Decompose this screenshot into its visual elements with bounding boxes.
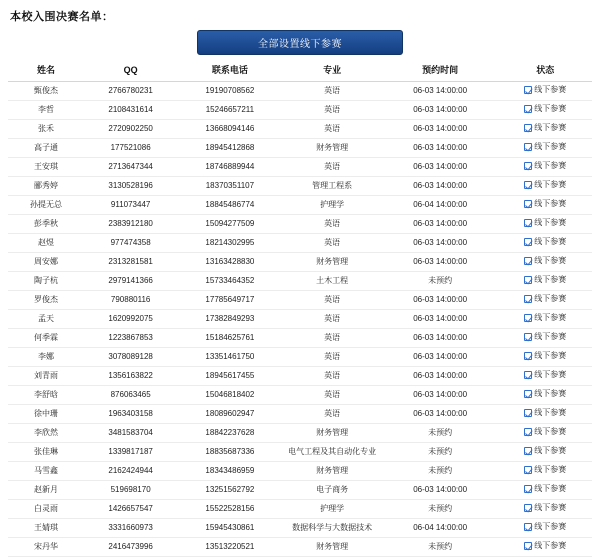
- student-qq: 2720902250: [84, 120, 177, 139]
- student-major: 管理工程系: [282, 177, 381, 196]
- student-qq: 519698170: [84, 481, 177, 500]
- table-row: [8, 291, 592, 310]
- student-major: 财务管理: [282, 462, 381, 481]
- student-name: 彭季秋: [8, 215, 84, 234]
- student-major: 英语: [282, 405, 381, 424]
- student-name: 李哲: [8, 101, 84, 120]
- appointment-time: 未预约: [382, 424, 499, 443]
- status-label: 线下参赛: [534, 503, 567, 512]
- offline-participation-checkbox[interactable]: [524, 466, 532, 474]
- student-major: 财务管理: [282, 253, 381, 272]
- student-major: 英语: [282, 215, 381, 234]
- student-qq: 177521086: [84, 139, 177, 158]
- status-toggle[interactable]: [524, 522, 566, 532]
- student-qq: 911073447: [84, 196, 177, 215]
- status-toggle[interactable]: [524, 142, 566, 152]
- appointment-time: 06-03 14:00:00: [382, 310, 499, 329]
- status-label: 线下参赛: [534, 522, 567, 531]
- student-major: 英语: [282, 234, 381, 253]
- student-qq: 3078089128: [84, 348, 177, 367]
- status-label: 线下参赛: [534, 123, 567, 132]
- table-row: [8, 234, 592, 253]
- status-cell[interactable]: [499, 405, 592, 424]
- table-row: [8, 158, 592, 177]
- appointment-time: 06-03 14:00:00: [382, 177, 499, 196]
- page-title: 本校入围决赛名单：: [10, 11, 114, 23]
- table-row: [8, 500, 592, 519]
- offline-participation-checkbox[interactable]: [524, 542, 532, 550]
- table-row: [8, 538, 592, 557]
- status-cell[interactable]: [499, 310, 592, 329]
- status-label: 线下参赛: [534, 218, 567, 227]
- student-name: 王安琪: [8, 158, 84, 177]
- appointment-time: 06-03 14:00:00: [382, 291, 499, 310]
- offline-participation-checkbox[interactable]: [524, 447, 532, 455]
- offline-participation-checkbox[interactable]: [524, 143, 532, 151]
- student-phone: 15945430861: [177, 519, 282, 538]
- student-phone: 13513220521: [177, 538, 282, 557]
- offline-participation-checkbox[interactable]: [524, 409, 532, 417]
- status-toggle[interactable]: [524, 237, 566, 247]
- column-header-name: 姓名: [8, 60, 84, 82]
- appointment-time: 未预约: [382, 462, 499, 481]
- student-name: 张佳琳: [8, 443, 84, 462]
- student-major: 英语: [282, 291, 381, 310]
- column-header-major: 专业: [282, 60, 381, 82]
- status-cell[interactable]: [499, 348, 592, 367]
- status-cell[interactable]: [499, 253, 592, 272]
- student-name: 孟天: [8, 310, 84, 329]
- student-qq: 2416473996: [84, 538, 177, 557]
- student-major: 财务管理: [282, 538, 381, 557]
- status-label: 线下参赛: [534, 275, 567, 284]
- student-major: 护理学: [282, 196, 381, 215]
- student-qq: 1223867853: [84, 329, 177, 348]
- student-major: 英语: [282, 101, 381, 120]
- status-toggle[interactable]: [524, 123, 566, 133]
- table-row: [8, 177, 592, 196]
- offline-participation-checkbox[interactable]: [524, 504, 532, 512]
- student-qq: 1339817187: [84, 443, 177, 462]
- table-row: [8, 348, 592, 367]
- status-toggle[interactable]: [524, 370, 566, 380]
- appointment-time: 06-04 14:00:00: [382, 519, 499, 538]
- status-toggle[interactable]: [524, 85, 566, 95]
- table-row: [8, 272, 592, 291]
- status-toggle[interactable]: [524, 294, 566, 304]
- status-label: 线下参赛: [534, 237, 567, 246]
- status-label: 线下参赛: [534, 85, 567, 94]
- student-qq: 2713647344: [84, 158, 177, 177]
- status-toggle[interactable]: [524, 256, 566, 266]
- status-cell[interactable]: [499, 120, 592, 139]
- student-major: 电子商务: [282, 481, 381, 500]
- student-name: 宋丹华: [8, 538, 84, 557]
- student-qq: 1356163822: [84, 367, 177, 386]
- student-major: 英语: [282, 367, 381, 386]
- appointment-time: 06-03 14:00:00: [382, 120, 499, 139]
- table-row: [8, 310, 592, 329]
- student-name: 郦秀婷: [8, 177, 84, 196]
- roster-table: [8, 60, 592, 557]
- table-row: [8, 101, 592, 120]
- status-label: 线下参赛: [534, 389, 567, 398]
- appointment-time: 未预约: [382, 443, 499, 462]
- status-toggle[interactable]: [524, 313, 566, 323]
- table-row: [8, 462, 592, 481]
- student-major: 英语: [282, 120, 381, 139]
- offline-participation-checkbox[interactable]: [524, 105, 532, 113]
- status-label: 线下参赛: [534, 446, 567, 455]
- student-phone: 18835687336: [177, 443, 282, 462]
- student-name: 李欣然: [8, 424, 84, 443]
- status-cell[interactable]: [499, 139, 592, 158]
- student-phone: 18089602947: [177, 405, 282, 424]
- student-phone: 15094277509: [177, 215, 282, 234]
- student-qq: 2162424944: [84, 462, 177, 481]
- appointment-time: 06-03 14:00:00: [382, 158, 499, 177]
- appointment-time: 06-04 14:00:00: [382, 196, 499, 215]
- table-row: [8, 196, 592, 215]
- table-row: [8, 329, 592, 348]
- student-major: 英语: [282, 158, 381, 177]
- appointment-time: 06-03 14:00:00: [382, 101, 499, 120]
- student-phone: 13163428830: [177, 253, 282, 272]
- status-toggle[interactable]: [524, 465, 566, 475]
- offline-participation-checkbox[interactable]: [524, 371, 532, 379]
- student-major: 英语: [282, 329, 381, 348]
- student-phone: 18746889944: [177, 158, 282, 177]
- table-row: [8, 443, 592, 462]
- student-name: 李娜: [8, 348, 84, 367]
- status-cell[interactable]: [499, 196, 592, 215]
- status-label: 线下参赛: [534, 104, 567, 113]
- student-phone: 15246657211: [177, 101, 282, 120]
- appointment-time: 06-03 14:00:00: [382, 481, 499, 500]
- roster-table-body: [8, 82, 592, 557]
- student-name: 甄俊杰: [8, 82, 84, 101]
- status-toggle[interactable]: [524, 161, 566, 171]
- appointment-time: 06-03 14:00:00: [382, 386, 499, 405]
- status-label: 线下参赛: [534, 484, 567, 493]
- status-label: 线下参赛: [534, 142, 567, 151]
- offline-participation-checkbox[interactable]: [524, 238, 532, 246]
- status-label: 线下参赛: [534, 351, 567, 360]
- table-row: [8, 253, 592, 272]
- offline-participation-checkbox[interactable]: [524, 390, 532, 398]
- column-header-status: 状态: [499, 60, 592, 82]
- status-cell[interactable]: [499, 101, 592, 120]
- student-phone: 18343486959: [177, 462, 282, 481]
- student-qq: 2766780231: [84, 82, 177, 101]
- status-label: 线下参赛: [534, 541, 567, 550]
- student-name: 周安娜: [8, 253, 84, 272]
- student-qq: 2979141366: [84, 272, 177, 291]
- status-label: 线下参赛: [534, 408, 567, 417]
- status-cell[interactable]: [499, 538, 592, 557]
- offline-participation-checkbox[interactable]: [524, 295, 532, 303]
- student-phone: 17785649717: [177, 291, 282, 310]
- student-name: 白灵雨: [8, 500, 84, 519]
- student-name: 高子通: [8, 139, 84, 158]
- status-cell[interactable]: [499, 158, 592, 177]
- column-header-qq: QQ: [84, 60, 177, 82]
- status-toggle[interactable]: [524, 180, 566, 190]
- status-label: 线下参赛: [534, 199, 567, 208]
- student-major: 财务管理: [282, 424, 381, 443]
- status-toggle[interactable]: [524, 484, 566, 494]
- offline-participation-checkbox[interactable]: [524, 428, 532, 436]
- student-phone: 18214302995: [177, 234, 282, 253]
- student-name: 张禾: [8, 120, 84, 139]
- appointment-time: 06-03 14:00:00: [382, 234, 499, 253]
- student-phone: 18842237628: [177, 424, 282, 443]
- offline-participation-checkbox[interactable]: [524, 162, 532, 170]
- student-phone: 15733464352: [177, 272, 282, 291]
- status-cell[interactable]: [499, 462, 592, 481]
- status-label: 线下参赛: [534, 465, 567, 474]
- student-name: 罗俊杰: [8, 291, 84, 310]
- student-name: 刘青雨: [8, 367, 84, 386]
- student-name: 王婧琪: [8, 519, 84, 538]
- appointment-time: 06-03 14:00:00: [382, 348, 499, 367]
- offline-participation-checkbox[interactable]: [524, 276, 532, 284]
- status-cell[interactable]: [499, 481, 592, 500]
- student-major: 数据科学与大数据技术: [282, 519, 381, 538]
- status-cell[interactable]: [499, 82, 592, 101]
- appointment-time: 06-03 14:00:00: [382, 367, 499, 386]
- student-name: 李舒晗: [8, 386, 84, 405]
- student-qq: 790880116: [84, 291, 177, 310]
- status-cell[interactable]: [499, 329, 592, 348]
- set-all-offline-button[interactable]: 全部设置线下参赛: [197, 30, 403, 55]
- appointment-time: 06-03 14:00:00: [382, 139, 499, 158]
- table-row: [8, 215, 592, 234]
- status-toggle[interactable]: [524, 503, 566, 513]
- appointment-time: 未预约: [382, 538, 499, 557]
- student-qq: 1426657547: [84, 500, 177, 519]
- table-row: [8, 367, 592, 386]
- status-toggle[interactable]: [524, 541, 566, 551]
- student-major: 土木工程: [282, 272, 381, 291]
- status-cell[interactable]: [499, 424, 592, 443]
- student-name: 何季霖: [8, 329, 84, 348]
- status-label: 线下参赛: [534, 161, 567, 170]
- table-row: [8, 405, 592, 424]
- student-phone: 13668094146: [177, 120, 282, 139]
- offline-participation-checkbox[interactable]: [524, 257, 532, 265]
- student-qq: 2313281581: [84, 253, 177, 272]
- status-cell[interactable]: [499, 291, 592, 310]
- student-phone: 13351461750: [177, 348, 282, 367]
- toolbar: [8, 30, 592, 55]
- student-name: 孙提无总: [8, 196, 84, 215]
- table-row: [8, 120, 592, 139]
- appointment-time: 06-03 14:00:00: [382, 253, 499, 272]
- status-toggle[interactable]: [524, 218, 566, 228]
- student-qq: 876063465: [84, 386, 177, 405]
- student-phone: 15046818402: [177, 386, 282, 405]
- student-phone: 19190708562: [177, 82, 282, 101]
- status-cell[interactable]: [499, 177, 592, 196]
- student-phone: 18945617455: [177, 367, 282, 386]
- column-header-phone: 联系电话: [177, 60, 282, 82]
- student-major: 英语: [282, 310, 381, 329]
- student-name: 赵新月: [8, 481, 84, 500]
- status-toggle[interactable]: [524, 446, 566, 456]
- status-toggle[interactable]: [524, 389, 566, 399]
- status-toggle[interactable]: [524, 275, 566, 285]
- student-qq: 1963403158: [84, 405, 177, 424]
- student-phone: 18845486774: [177, 196, 282, 215]
- offline-participation-checkbox[interactable]: [524, 219, 532, 227]
- student-phone: 13251562792: [177, 481, 282, 500]
- status-label: 线下参赛: [534, 294, 567, 303]
- student-name: 马雪鑫: [8, 462, 84, 481]
- table-row: [8, 82, 592, 101]
- status-toggle[interactable]: [524, 104, 566, 114]
- offline-participation-checkbox[interactable]: [524, 200, 532, 208]
- student-phone: 15522528156: [177, 500, 282, 519]
- table-row: [8, 481, 592, 500]
- student-name: 陶子杭: [8, 272, 84, 291]
- status-label: 线下参赛: [534, 332, 567, 341]
- table-row: [8, 519, 592, 538]
- student-major: 英语: [282, 348, 381, 367]
- offline-participation-checkbox[interactable]: [524, 333, 532, 341]
- appointment-time: 06-03 14:00:00: [382, 215, 499, 234]
- offline-participation-checkbox[interactable]: [524, 352, 532, 360]
- appointment-time: 未预约: [382, 500, 499, 519]
- appointment-time: 06-03 14:00:00: [382, 405, 499, 424]
- student-qq: 3130528196: [84, 177, 177, 196]
- student-name: 徐中珊: [8, 405, 84, 424]
- status-cell[interactable]: [499, 215, 592, 234]
- status-toggle[interactable]: [524, 199, 566, 209]
- appointment-time: 06-03 14:00:00: [382, 329, 499, 348]
- status-cell[interactable]: [499, 234, 592, 253]
- student-major: 财务管理: [282, 139, 381, 158]
- student-qq: 3481583704: [84, 424, 177, 443]
- offline-participation-checkbox[interactable]: [524, 86, 532, 94]
- student-phone: 15184625761: [177, 329, 282, 348]
- status-label: 线下参赛: [534, 370, 567, 379]
- student-phone: 17382849293: [177, 310, 282, 329]
- table-header-row: [8, 60, 592, 82]
- appointment-time: 未预约: [382, 272, 499, 291]
- student-major: 英语: [282, 386, 381, 405]
- offline-participation-checkbox[interactable]: [524, 124, 532, 132]
- table-row: [8, 424, 592, 443]
- status-cell[interactable]: [499, 500, 592, 519]
- student-qq: 2383912180: [84, 215, 177, 234]
- student-qq: 977474358: [84, 234, 177, 253]
- appointment-time: 06-03 14:00:00: [382, 82, 499, 101]
- offline-participation-checkbox[interactable]: [524, 314, 532, 322]
- student-qq: 3331660973: [84, 519, 177, 538]
- status-toggle[interactable]: [524, 427, 566, 437]
- student-name: 赵煜: [8, 234, 84, 253]
- student-major: 护理学: [282, 500, 381, 519]
- status-label: 线下参赛: [534, 180, 567, 189]
- student-phone: 18370351107: [177, 177, 282, 196]
- student-major: 英语: [282, 82, 381, 101]
- column-header-time: 预约时间: [382, 60, 499, 82]
- offline-participation-checkbox[interactable]: [524, 181, 532, 189]
- status-cell[interactable]: [499, 443, 592, 462]
- status-cell[interactable]: [499, 367, 592, 386]
- status-cell[interactable]: [499, 519, 592, 538]
- student-major: 电气工程及其自动化专业: [282, 443, 381, 462]
- status-toggle[interactable]: [524, 351, 566, 361]
- status-toggle[interactable]: [524, 408, 566, 418]
- offline-participation-checkbox[interactable]: [524, 485, 532, 493]
- status-label: 线下参赛: [534, 313, 567, 322]
- status-cell[interactable]: [499, 386, 592, 405]
- status-label: 线下参赛: [534, 427, 567, 436]
- table-row: [8, 386, 592, 405]
- status-cell[interactable]: [499, 272, 592, 291]
- student-qq: 1620992075: [84, 310, 177, 329]
- offline-participation-checkbox[interactable]: [524, 523, 532, 531]
- status-label: 线下参赛: [534, 256, 567, 265]
- student-qq: 2108431614: [84, 101, 177, 120]
- student-phone: 18945412868: [177, 139, 282, 158]
- table-row: [8, 139, 592, 158]
- status-toggle[interactable]: [524, 332, 566, 342]
